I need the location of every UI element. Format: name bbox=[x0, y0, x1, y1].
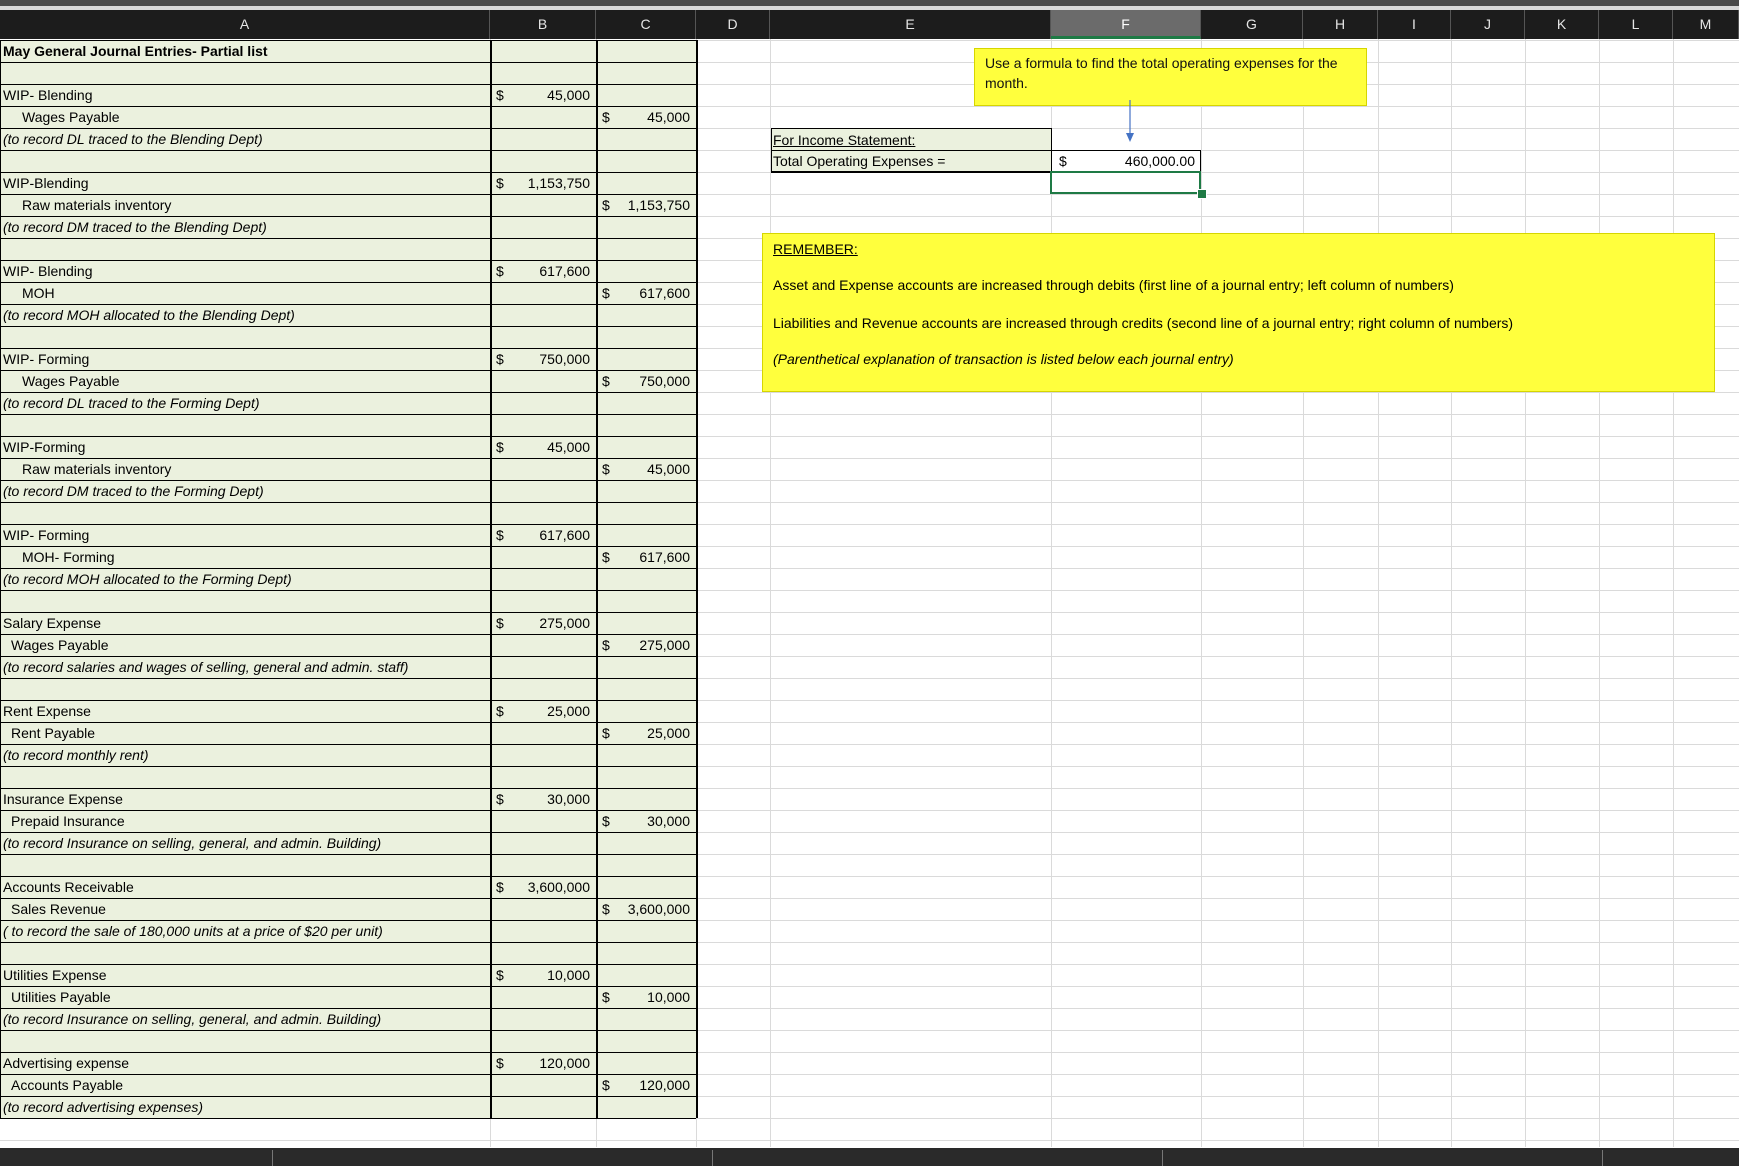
debit-currency: $ bbox=[496, 263, 504, 279]
credit-amount[interactable]: 25,000 bbox=[647, 725, 690, 741]
entry-explanation[interactable]: (to record monthly rent) bbox=[3, 747, 149, 763]
total-operating-expenses-currency: $ bbox=[1059, 153, 1067, 169]
debit-amount[interactable]: 45,000 bbox=[547, 87, 590, 103]
entry-explanation[interactable]: (to record MOH allocated to the Forming Dept) bbox=[3, 571, 292, 587]
column-header-b[interactable]: B bbox=[490, 10, 596, 39]
entry-explanation[interactable]: (to record DL traced to the Blending Dept) bbox=[3, 131, 263, 147]
debit-amount[interactable]: 10,000 bbox=[547, 967, 590, 983]
debit-currency: $ bbox=[496, 87, 504, 103]
debit-amount[interactable]: 25,000 bbox=[547, 703, 590, 719]
credit-currency: $ bbox=[602, 197, 610, 213]
debit-currency: $ bbox=[496, 615, 504, 631]
credit-account[interactable]: Rent Payable bbox=[11, 725, 96, 741]
formula-note bbox=[974, 48, 1367, 106]
credit-currency: $ bbox=[602, 285, 610, 301]
debit-currency: $ bbox=[496, 967, 504, 983]
entry-explanation[interactable]: (to record DL traced to the Forming Dept) bbox=[3, 395, 260, 411]
credit-account[interactable]: MOH bbox=[22, 285, 55, 301]
column-header-l[interactable]: L bbox=[1599, 10, 1673, 39]
debit-account[interactable]: WIP-Blending bbox=[3, 175, 89, 191]
credit-account[interactable]: Wages Payable bbox=[22, 373, 120, 389]
credit-currency: $ bbox=[602, 461, 610, 477]
credit-amount[interactable]: 3,600,000 bbox=[627, 901, 690, 917]
credit-currency: $ bbox=[602, 109, 610, 125]
entry-explanation[interactable]: (to record Insurance on selling, general, and admin. Building) bbox=[3, 835, 382, 851]
credit-account[interactable]: Wages Payable bbox=[11, 637, 109, 653]
credit-amount[interactable]: 617,600 bbox=[639, 549, 690, 565]
credit-amount[interactable]: 45,000 bbox=[647, 109, 690, 125]
remember-title: REMEMBER: bbox=[773, 241, 858, 257]
entry-explanation[interactable]: (to record advertising expenses) bbox=[3, 1099, 203, 1115]
income-statement-heading: For Income Statement: bbox=[773, 132, 916, 148]
debit-amount[interactable]: 275,000 bbox=[539, 615, 590, 631]
debit-account[interactable]: Advertising expense bbox=[3, 1055, 130, 1071]
debit-account[interactable]: Insurance Expense bbox=[3, 791, 123, 807]
column-header-g[interactable]: G bbox=[1201, 10, 1303, 39]
debit-account[interactable]: Salary Expense bbox=[3, 615, 102, 631]
credit-currency: $ bbox=[602, 901, 610, 917]
debit-currency: $ bbox=[496, 439, 504, 455]
debit-amount[interactable]: 120,000 bbox=[539, 1055, 590, 1071]
debit-account[interactable]: Rent Expense bbox=[3, 703, 91, 719]
credit-account[interactable]: MOH- Forming bbox=[22, 549, 115, 565]
debit-currency: $ bbox=[496, 791, 504, 807]
credit-amount[interactable]: 45,000 bbox=[647, 461, 690, 477]
column-header-d[interactable]: D bbox=[696, 10, 770, 39]
debit-account[interactable]: WIP-Forming bbox=[3, 439, 86, 455]
credit-amount[interactable]: 617,600 bbox=[639, 285, 690, 301]
credit-account[interactable]: Raw materials inventory bbox=[22, 197, 172, 213]
credit-amount[interactable]: 750,000 bbox=[639, 373, 690, 389]
debit-amount[interactable]: 617,600 bbox=[539, 263, 590, 279]
total-operating-expenses-value[interactable]: 460,000.00 bbox=[1124, 153, 1195, 169]
debit-amount[interactable]: 30,000 bbox=[547, 791, 590, 807]
credit-amount[interactable]: 120,000 bbox=[639, 1077, 690, 1093]
total-operating-expenses-label: Total Operating Expenses = bbox=[773, 153, 946, 169]
remember-line-1: Asset and Expense accounts are increased through debits (first line of a journal entry; left column of numbers) bbox=[773, 277, 1454, 293]
debit-account[interactable]: WIP- Forming bbox=[3, 351, 90, 367]
remember-line-3: (Parenthetical explanation of transaction is listed below each journal entry) bbox=[773, 351, 1234, 367]
debit-currency: $ bbox=[496, 703, 504, 719]
credit-amount[interactable]: 30,000 bbox=[647, 813, 690, 829]
credit-currency: $ bbox=[602, 813, 610, 829]
credit-currency: $ bbox=[602, 989, 610, 1005]
debit-currency: $ bbox=[496, 351, 504, 367]
debit-amount[interactable]: 750,000 bbox=[539, 351, 590, 367]
column-header-f[interactable]: F bbox=[1051, 10, 1201, 39]
entry-explanation[interactable]: (to record DM traced to the Forming Dept) bbox=[3, 483, 264, 499]
debit-amount[interactable]: 617,600 bbox=[539, 527, 590, 543]
credit-amount[interactable]: 1,153,750 bbox=[627, 197, 690, 213]
column-header-k[interactable]: K bbox=[1525, 10, 1599, 39]
column-header-a[interactable]: A bbox=[0, 10, 490, 39]
debit-amount[interactable]: 1,153,750 bbox=[527, 175, 590, 191]
debit-amount[interactable]: 3,600,000 bbox=[527, 879, 590, 895]
column-header-j[interactable]: J bbox=[1451, 10, 1525, 39]
debit-account[interactable]: WIP- Blending bbox=[3, 263, 93, 279]
debit-account[interactable]: WIP- Forming bbox=[3, 527, 90, 543]
sheet-tab-4[interactable] bbox=[1162, 1150, 1603, 1166]
credit-amount[interactable]: 275,000 bbox=[639, 637, 690, 653]
sheet-tab-2[interactable] bbox=[272, 1150, 713, 1166]
debit-currency: $ bbox=[496, 527, 504, 543]
credit-account[interactable]: Accounts Payable bbox=[11, 1077, 124, 1093]
credit-account[interactable]: Prepaid Insurance bbox=[11, 813, 125, 829]
entry-explanation[interactable]: (to record MOH allocated to the Blending Dept) bbox=[3, 307, 295, 323]
column-header-c[interactable]: C bbox=[596, 10, 696, 39]
debit-currency: $ bbox=[496, 1055, 504, 1071]
debit-account[interactable]: WIP- Blending bbox=[3, 87, 93, 103]
credit-currency: $ bbox=[602, 549, 610, 565]
credit-currency: $ bbox=[602, 637, 610, 653]
selected-cell[interactable] bbox=[1050, 171, 1201, 194]
formula-note-text: Use a formula to find the total operating expenses for the month. bbox=[985, 55, 1338, 91]
sheet-tab-1[interactable] bbox=[92, 1150, 273, 1166]
credit-account[interactable]: Sales Revenue bbox=[11, 901, 106, 917]
credit-account[interactable]: Wages Payable bbox=[22, 109, 120, 125]
credit-account[interactable]: Raw materials inventory bbox=[22, 461, 172, 477]
column-header-m[interactable]: M bbox=[1673, 10, 1739, 39]
column-header-e[interactable]: E bbox=[770, 10, 1051, 39]
credit-currency: $ bbox=[602, 373, 610, 389]
debit-currency: $ bbox=[496, 175, 504, 191]
debit-account[interactable]: Accounts Receivable bbox=[3, 879, 134, 895]
credit-currency: $ bbox=[602, 1077, 610, 1093]
fill-handle[interactable] bbox=[1197, 189, 1207, 199]
entry-explanation[interactable]: (to record DM traced to the Blending Dept) bbox=[3, 219, 267, 235]
credit-account[interactable]: Utilities Payable bbox=[11, 989, 111, 1005]
debit-currency: $ bbox=[496, 879, 504, 895]
entry-explanation[interactable]: ( to record the sale of 180,000 units at a price of $20 per unit) bbox=[3, 923, 383, 939]
arrow-down-icon bbox=[1124, 100, 1136, 144]
entry-explanation[interactable]: (to record Insurance on selling, general, and admin. Building) bbox=[3, 1011, 382, 1027]
debit-account[interactable]: Utilities Expense bbox=[3, 967, 107, 983]
entry-explanation[interactable]: (to record salaries and wages of selling, general and admin. staff) bbox=[3, 659, 409, 675]
credit-amount[interactable]: 10,000 bbox=[647, 989, 690, 1005]
sheet-tab-3[interactable] bbox=[712, 1150, 1163, 1166]
credit-currency: $ bbox=[602, 725, 610, 741]
debit-amount[interactable]: 45,000 bbox=[547, 439, 590, 455]
journal-title: May General Journal Entries- Partial list bbox=[3, 43, 268, 59]
column-header-h[interactable]: H bbox=[1303, 10, 1378, 39]
column-header-i[interactable]: I bbox=[1378, 10, 1451, 39]
remember-note bbox=[762, 233, 1715, 392]
remember-line-2: Liabilities and Revenue accounts are increased through credits (second line of a journal entry; right column of numbers) bbox=[773, 315, 1514, 331]
